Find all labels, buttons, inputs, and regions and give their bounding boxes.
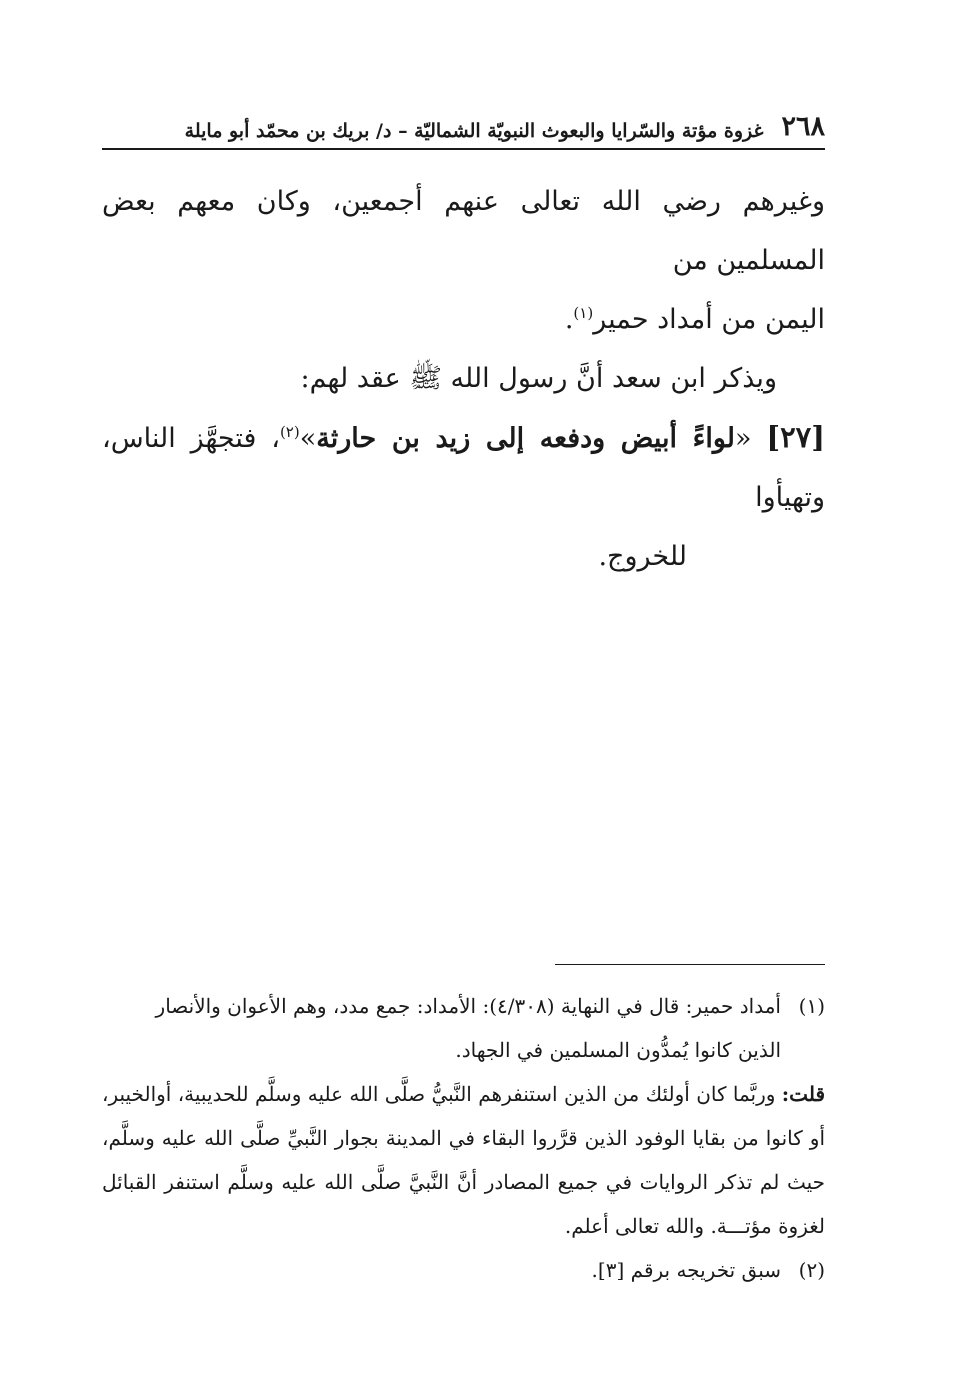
hadith-after-text: ، فتجهَّز الناس، وتهيأوا [102,423,825,513]
footnote-2-text: سبق تخريجه برقم [٣]. [591,1258,781,1282]
main-text [102,172,825,586]
body-line-2-text: اليمن من أمداد حمير [593,304,825,335]
body-line-2-end: . [564,304,574,335]
hadith-text: لواءً أبيض ودفعه إلى زيد بن حارثة [316,423,736,454]
hadith-quote-open: « [735,423,767,454]
body-line-1: وغيرهم رضي الله تعالى عنهم أجمعين، وكان معهم بعض المسلمين من [102,186,825,276]
hadith-number: [٢٧] [766,420,825,454]
footnote-ref-1[interactable]: (١) [573,304,594,322]
footnote-1-mark: (١) [798,994,825,1018]
footnote-1-text: أمداد حمير: قال في النهاية (٤/٣٠٨): الأمداد: جمع مدد، وهم الأعوان والأنصار [155,994,781,1018]
body-line-5: للخروج. [598,541,687,572]
footnote-1-line-1 [102,984,825,1028]
footnote-2 [102,1248,825,1292]
hadith-line [102,408,825,527]
footnote-divider [555,964,825,965]
footnote-ref-2[interactable]: (٢) [279,423,300,441]
running-header [102,110,825,150]
footnote-comment [102,1072,825,1248]
footnote-2-mark: (٢) [798,1258,825,1282]
body-line-3: ويذكر ابن سعد أنَّ رسول الله ﷺ عقد لهم: [300,363,777,394]
footnote-1-line-2: الذين كانوا يُمدُّون المسلمين في الجهاد. [455,1038,781,1062]
comment-text: وربَّما كان أولئك من الذين استنفرهم النَّبيُّ صلَّى الله عليه وسلَّم للحديبية، أوالخيبر، أو كانوا من بقايا الوفود الذين قرَّروا البقاء في المدينة بجوار النَّبيِّ صلَّى الله عليه وسلَّم، حيث لم تذكر الروايات في جميع المصادر أنَّ النَّبيَّ صلَّى الله عليه وسلَّم استنفر القبائل لغزوة مؤتـــة. والله تعالى أعلم. [102,1082,825,1238]
running-title: غزوة مؤتة والسّرايا والبعوث النبويّة الشماليّة – د/ بريك بن محمّد أبو مايلة [184,120,764,142]
hadith-quote-close: » [299,423,317,454]
footnotes [102,984,825,1292]
page-number: ٢٦٨ [781,111,825,142]
comment-label: قلت: [781,1082,825,1106]
body-line-2 [102,290,825,349]
